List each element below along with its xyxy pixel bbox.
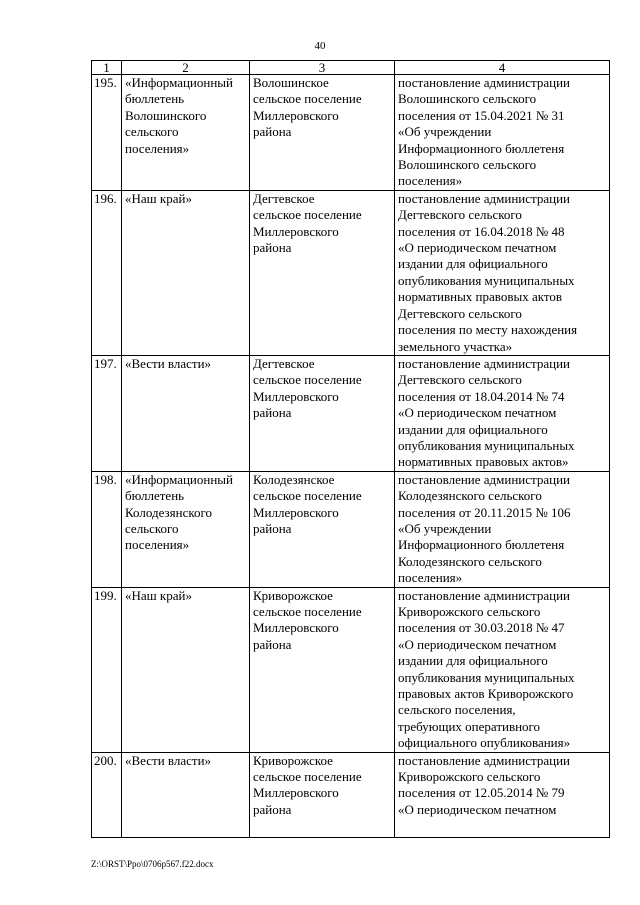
settlement-cell: Криворожское сельское поселение Миллеровского района [250,587,395,752]
table-row [92,355,610,471]
table-row [92,752,610,837]
column-header-3: 3 [250,61,395,75]
settlement-cell: Колодезянское сельское поселение Миллеровского района [250,471,395,587]
publication-name-cell: «Вести власти» [122,355,250,471]
publication-name-cell: «Информационный бюллетень Колодезянского сельского поселения» [122,471,250,587]
settlement-cell: Волошинское сельское поселение Миллеровского района [250,75,395,191]
column-header-2: 2 [122,61,250,75]
table-header-row [92,61,610,75]
table-row [92,471,610,587]
legal-act-cell: постановление администрации Криворожского сельского поселения от 30.03.2018 № 47 «О периодическом печатном издании для официального опубликования муниципальных правовых актов Криворожского сельского поселения, требующих оперативного официального опубликования» [395,587,610,752]
registry-table [91,60,610,838]
publication-name-cell: «Наш край» [122,190,250,355]
publication-name-cell: «Наш край» [122,587,250,752]
row-number: 199. [92,587,122,752]
settlement-cell: Дегтевское сельское поселение Миллеровского района [250,190,395,355]
legal-act-cell: постановление администрации Колодезянского сельского поселения от 20.11.2015 № 106 «Об учреждении Информационного бюллетеня Колодезянского сельского поселения» [395,471,610,587]
page-number: 40 [314,40,326,52]
legal-act-cell: постановление администрации Криворожского сельского поселения от 12.05.2014 № 79 «О периодическом печатном [395,752,610,837]
document-file-path: Z:\ORST\Ppo\0706p567.f22.docx [91,859,214,869]
row-number: 200. [92,752,122,837]
row-number: 197. [92,355,122,471]
row-number: 195. [92,75,122,191]
table-row [92,587,610,752]
legal-act-cell: постановление администрации Волошинского сельского поселения от 15.04.2021 № 31 «Об учреждении Информационного бюллетеня Волошинского сельского поселения» [395,75,610,191]
settlement-cell: Дегтевское сельское поселение Миллеровского района [250,355,395,471]
column-header-4: 4 [395,61,610,75]
publication-name-cell: «Вести власти» [122,752,250,837]
row-number: 196. [92,190,122,355]
settlement-cell: Криворожское сельское поселение Миллеровского района [250,752,395,837]
table-row [92,190,610,355]
row-number: 198. [92,471,122,587]
table-row [92,75,610,191]
publication-name-cell: «Информационный бюллетень Волошинского сельского поселения» [122,75,250,191]
column-header-1: 1 [92,61,122,75]
legal-act-cell: постановление администрации Дегтевского сельского поселения от 16.04.2018 № 48 «О периодическом печатном издании для официального опубликования муниципальных нормативных правовых актов Дегтевского сельского поселения по месту нахождения земельного участка» [395,190,610,355]
legal-act-cell: постановление администрации Дегтевского сельского поселения от 18.04.2014 № 74 «О периодическом печатном издании для официального опубликования муниципальных нормативных правовых актов» [395,355,610,471]
